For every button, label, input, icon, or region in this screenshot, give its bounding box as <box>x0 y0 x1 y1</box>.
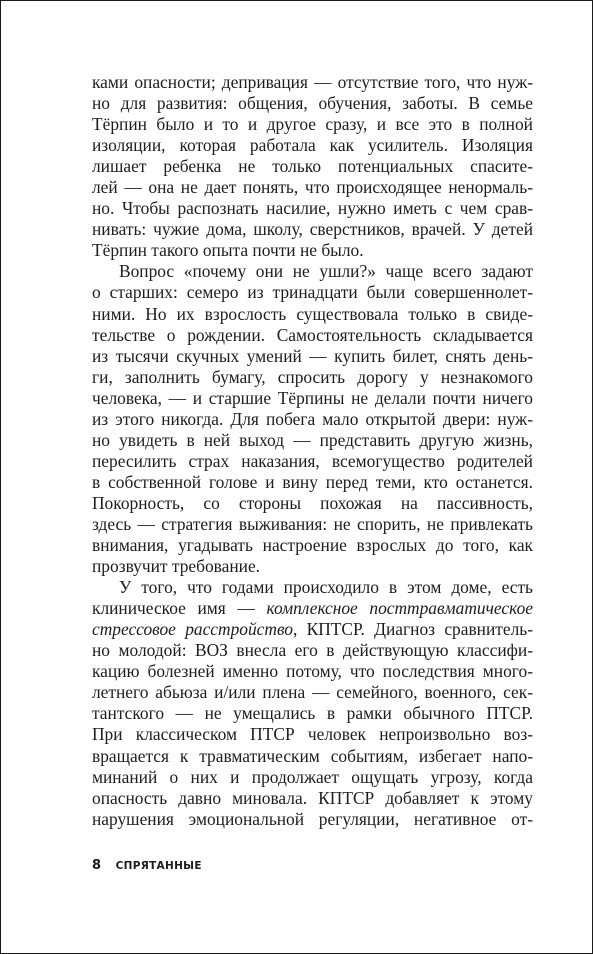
running-head: СПРЯТАННЫЕ <box>115 860 202 872</box>
text-line: вращается к травматическим событиям, избегает напо- <box>92 745 533 766</box>
text-line: прозвучит требование. <box>92 556 261 577</box>
text-line: Тёрпин такого опыта почти не было. <box>92 240 364 261</box>
text-line: но. Чтобы распознать насилие, нужно иметь с чем срав- <box>92 198 533 219</box>
text-line: нарушения эмоциональной регуляции, негативное от- <box>92 808 533 829</box>
text-line-with-italic <box>92 598 533 619</box>
text-line: Тёрпин было и то и другое сразу, и все это в полной <box>92 114 533 135</box>
text-line: внимания, угадывать настроение взрослых до того, как <box>92 535 533 556</box>
italic-term: комплексное посттравматическое <box>266 598 533 619</box>
text-line: лей — она не дает понять, что происходящее ненормаль- <box>92 177 533 198</box>
text-line: нивать: чужие дома, школу, сверстников, врачей. У детей <box>92 219 533 240</box>
text-line: У того, что годами происходило в этом доме, есть <box>119 577 533 598</box>
text-fragment: , КПТСР. Диагноз сравнитель- <box>292 619 534 640</box>
text-line: минаний о них и продолжает ощущать угрозу, когда <box>92 766 533 787</box>
text-line: из этого никогда. Для побега мало открытой двери: нуж- <box>92 408 533 429</box>
text-line: кацию болезней именно потому, что последствия много- <box>92 661 533 682</box>
text-line: но для развития: общения, обучения, заботы. В семье <box>92 93 533 114</box>
text-line: изоляции, которая работала как усилитель. Изоляция <box>92 135 533 156</box>
text-line: человека, — и старшие Тёрпины не делали почти ничего <box>92 387 533 408</box>
text-line-with-italic <box>92 619 533 640</box>
text-line: опасность давно миновала. КПТСР добавляет к этому <box>92 787 533 808</box>
text-line: лишает ребенка не только потенциальных спасите- <box>92 156 533 177</box>
text-fragment: клиническое имя — <box>92 598 267 619</box>
page-footer <box>92 854 202 873</box>
page-number: 8 <box>92 858 102 873</box>
text-line: ги, заполнить бумагу, спросить дорогу у незнакомого <box>92 366 533 387</box>
text-line: здесь — стратегия выживания: не спорить, не привлекать <box>92 513 533 534</box>
text-line: тантского — не умещались в рамки обычного ПТСР. <box>92 703 533 724</box>
text-line: пересилить страх наказания, всемогущество родителей <box>92 450 533 471</box>
text-line: в собственной голове и вину перед теми, кто останется. <box>92 471 533 492</box>
text-line: о старших: семеро из тринадцати были совершеннолет- <box>92 282 533 303</box>
text-line: Вопрос «почему они не ушли?» чаще всего задают <box>119 261 533 282</box>
text-line: При классическом ПТСР человек непроизвольно воз- <box>92 724 533 745</box>
text-line: но молодой: ВОЗ внесла его в действующую классифи- <box>92 640 533 661</box>
text-line: тельстве о рождении. Самостоятельность складывается <box>92 324 533 345</box>
text-line: ними. Но их взрослость существовала только в свиде- <box>92 303 533 324</box>
text-line: Покорность, со стороны похожая на пассивность, <box>92 492 533 513</box>
body-text <box>92 72 533 830</box>
text-line: из тысячи скучных умений — купить билет, снять день- <box>92 345 533 366</box>
text-line: но увидеть в ней выход — представить другую жизнь, <box>92 429 533 450</box>
italic-term: стрессовое расстройство <box>92 619 293 640</box>
text-line: летнего абьюза и/или плена — семейного, военного, сек- <box>92 682 533 703</box>
text-line: ками опасности; депривация — отсутствие того, что нуж- <box>92 72 533 92</box>
